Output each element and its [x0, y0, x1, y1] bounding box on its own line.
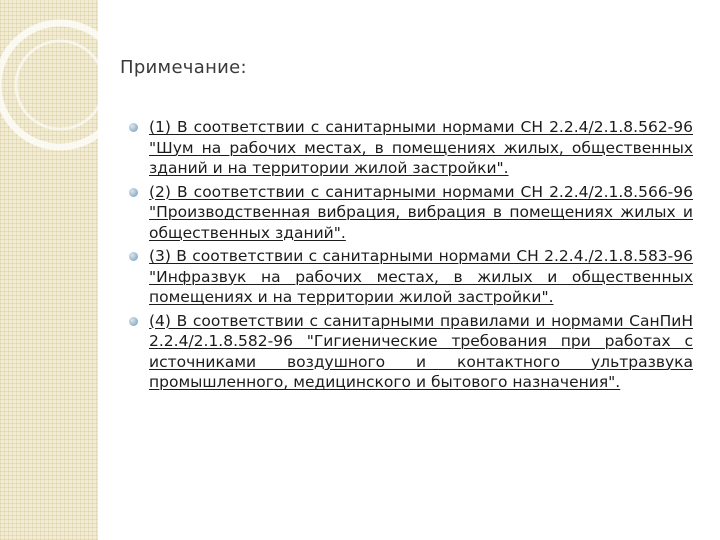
list-item	[128, 117, 693, 179]
decorative-side-panel	[0, 0, 98, 540]
slide-title: Примечание:	[120, 57, 247, 78]
decorative-circles	[0, 0, 98, 540]
bullet-dot-icon	[129, 123, 138, 132]
bullet-dot-icon	[129, 252, 138, 261]
list-item-text: (2) В соответствии с санитарными нормами СН 2.2.4/2.1.8.566-96 "Производственная вибрация, вибрация в помещениях жилых и общественных зданий".	[149, 182, 693, 242]
list-item-text: (4) В соответствии с санитарными правилами и нормами СанПиН 2.2.4/2.1.8.582-96 "Гигиенические требования при работах с источниками воздушного и контактного ультразвука промышленного, медицинского и бытового назначения".	[149, 311, 693, 391]
list-item-text: (3) В соответствии с санитарными нормами СН 2.2.4./2.1.8.583-96 "Инфразвук на рабочих местах, в жилых и общественных помещениях и на территории жилой застройки".	[149, 247, 693, 306]
list-item-text: (1) В соответствии с санитарными нормами СН 2.2.4/2.1.8.562-96 "Шум на рабочих местах, в помещениях жилых, общественных зданий и на территории жилой застройки".	[149, 118, 693, 177]
list-item	[128, 246, 693, 308]
list-item	[128, 311, 693, 393]
bullet-dot-icon	[129, 188, 138, 197]
list-item	[128, 182, 693, 244]
bullet-dot-icon	[129, 317, 138, 326]
note-list	[128, 117, 693, 396]
